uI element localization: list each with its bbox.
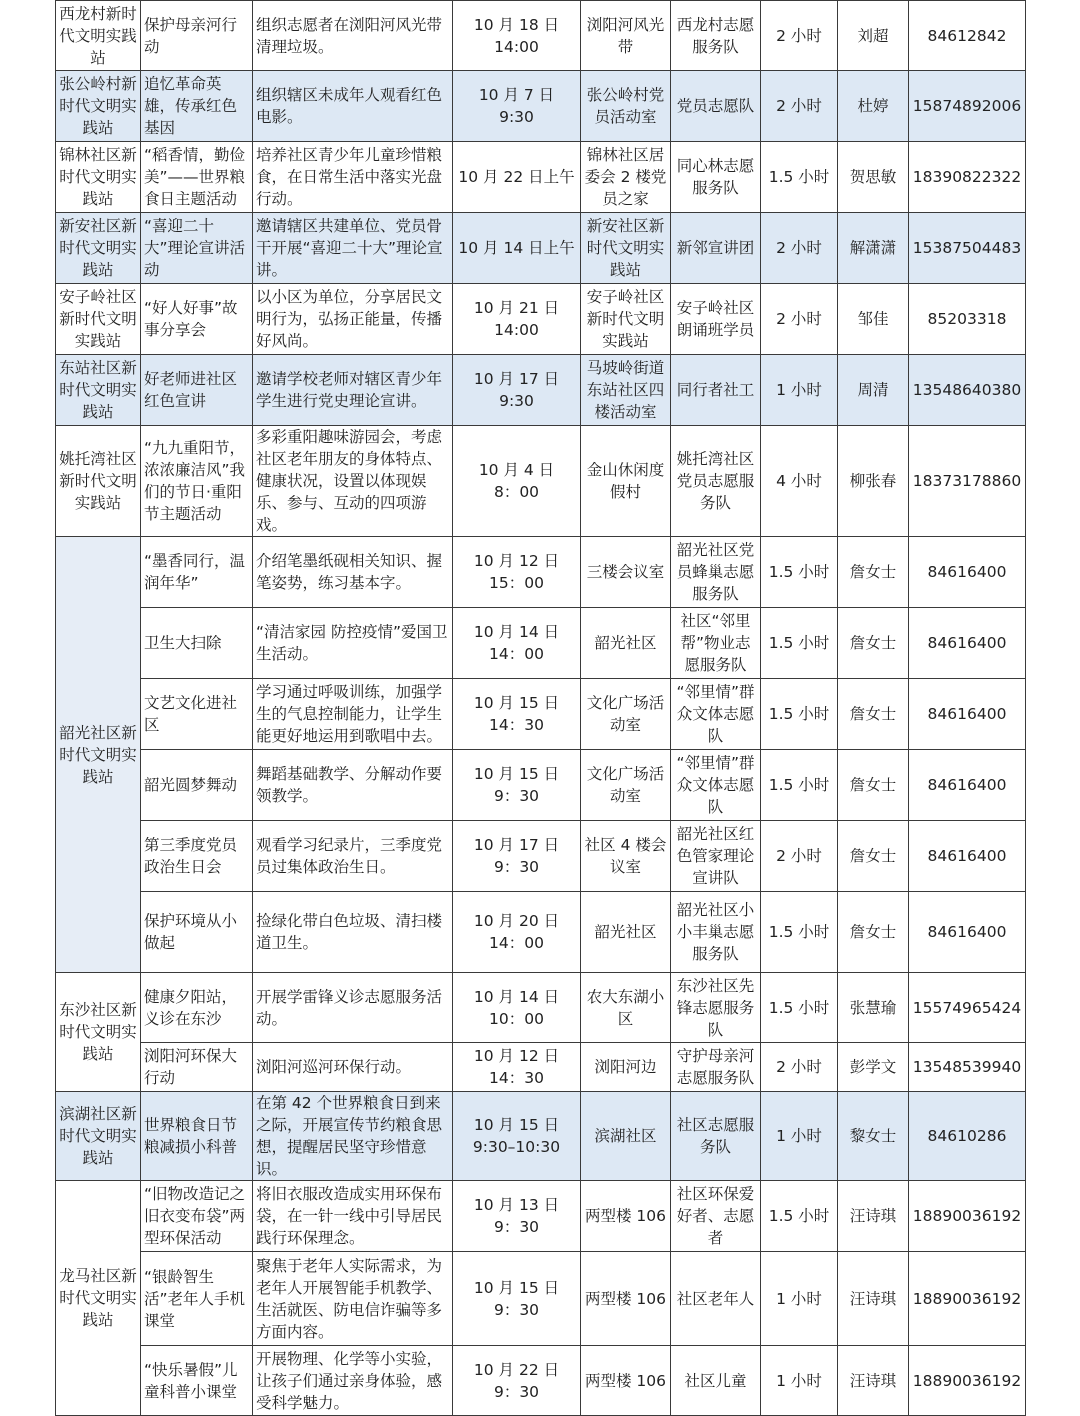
- time-cell: 10 月 14 日 14：00: [453, 608, 581, 679]
- time-cell: 10 月 7 日 9:30: [453, 71, 581, 142]
- duration-cell: 4 小时: [761, 426, 838, 537]
- phone-cell: 15874892006: [909, 71, 1026, 142]
- duration-cell: 1.5 小时: [761, 679, 838, 750]
- station-cell: 张公岭村新时代文明实践站: [56, 71, 141, 142]
- team-cell: 西龙村志愿服务队: [671, 1, 761, 71]
- phone-cell: 18890036192: [909, 1252, 1026, 1346]
- team-cell: 东沙社区先锋志愿服务队: [671, 973, 761, 1043]
- table-row: [56, 284, 1026, 355]
- phone-cell: 13548539940: [909, 1043, 1026, 1092]
- contact-cell: 刘超: [838, 1, 909, 71]
- time-cell: 10 月 21 日 14:00: [453, 284, 581, 355]
- place-cell: 社区 4 楼会议室: [581, 821, 671, 892]
- team-cell: “邻里情”群众文体志愿队: [671, 679, 761, 750]
- phone-cell: 18373178860: [909, 426, 1026, 537]
- phone-cell: 84616400: [909, 608, 1026, 679]
- team-cell: “邻里情”群众文体志愿队: [671, 750, 761, 821]
- phone-cell: 18890036192: [909, 1181, 1026, 1252]
- activity-cell: “好人好事”故事分享会: [141, 284, 253, 355]
- team-cell: 社区老年人: [671, 1252, 761, 1346]
- content-cell: “清洁家园 防控疫情”爱国卫生活动。: [253, 608, 453, 679]
- content-cell: 介绍笔墨纸砚相关知识、握笔姿势，练习基本字。: [253, 537, 453, 608]
- phone-cell: 84616400: [909, 750, 1026, 821]
- duration-cell: 1.5 小时: [761, 537, 838, 608]
- duration-cell: 1.5 小时: [761, 608, 838, 679]
- time-cell: 10 月 15 日 9:30–10:30: [453, 1092, 581, 1181]
- phone-cell: 84610286: [909, 1092, 1026, 1181]
- table-row: [56, 1346, 1026, 1416]
- activity-cell: “墨香同行，温润年华”: [141, 537, 253, 608]
- contact-cell: 詹女士: [838, 892, 909, 973]
- duration-cell: 1.5 小时: [761, 142, 838, 213]
- activity-cell: “旧物改造记之旧衣变布袋”两型环保活动: [141, 1181, 253, 1252]
- content-cell: 邀请辖区共建单位、党员骨干开展“喜迎二十大”理论宣讲。: [253, 213, 453, 284]
- place-cell: 农大东湖小区: [581, 973, 671, 1043]
- place-cell: 张公岭村党员活动室: [581, 71, 671, 142]
- contact-cell: 詹女士: [838, 821, 909, 892]
- station-cell: 锦林社区新时代文明实践站: [56, 142, 141, 213]
- content-cell: 聚焦于老年人实际需求，为老年人开展智能手机教学、生活就医、防电信诈骗等多方面内容。: [253, 1252, 453, 1346]
- place-cell: 浏阳河边: [581, 1043, 671, 1092]
- team-cell: 社区儿童: [671, 1346, 761, 1416]
- content-cell: 捡绿化带白色垃圾、清扫楼道卫生。: [253, 892, 453, 973]
- table-row: [56, 1181, 1026, 1252]
- place-cell: 新安社区新时代文明实践站: [581, 213, 671, 284]
- content-cell: 学习通过呼吸训练，加强学生的气息控制能力，让学生能更好地运用到歌唱中去。: [253, 679, 453, 750]
- phone-cell: 85203318: [909, 284, 1026, 355]
- place-cell: 金山休闲度假村: [581, 426, 671, 537]
- duration-cell: 1 小时: [761, 1092, 838, 1181]
- content-cell: 多彩重阳趣味游园会，考虑社区老年朋友的身体特点、健康状况，设置以体现娱乐、参与、互动的四项游戏。: [253, 426, 453, 537]
- phone-cell: 84612842: [909, 1, 1026, 71]
- table-row: [56, 750, 1026, 821]
- phone-cell: 18390822322: [909, 142, 1026, 213]
- time-cell: 10 月 13 日 9：30: [453, 1181, 581, 1252]
- content-cell: 浏阳河巡河环保行动。: [253, 1043, 453, 1092]
- activity-cell: “快乐暑假”儿童科普小课堂: [141, 1346, 253, 1416]
- contact-cell: 解潇潇: [838, 213, 909, 284]
- table-row: [56, 679, 1026, 750]
- duration-cell: 2 小时: [761, 284, 838, 355]
- place-cell: 韶光社区: [581, 892, 671, 973]
- time-cell: 10 月 20 日 14：00: [453, 892, 581, 973]
- time-cell: 10 月 14 日 10：00: [453, 973, 581, 1043]
- activity-cell: 保护母亲河行动: [141, 1, 253, 71]
- phone-cell: 15387504483: [909, 213, 1026, 284]
- place-cell: 文化广场活动室: [581, 750, 671, 821]
- station-cell: 东站社区新时代文明实践站: [56, 355, 141, 426]
- table-row: [56, 973, 1026, 1043]
- team-cell: 同心林志愿服务队: [671, 142, 761, 213]
- place-cell: 两型楼 106: [581, 1252, 671, 1346]
- table-row: [56, 1092, 1026, 1181]
- activity-cell: 好老师进社区红色宣讲: [141, 355, 253, 426]
- duration-cell: 1.5 小时: [761, 973, 838, 1043]
- team-cell: 社区“邻里帮”物业志愿服务队: [671, 608, 761, 679]
- contact-cell: 詹女士: [838, 750, 909, 821]
- contact-cell: 汪诗琪: [838, 1346, 909, 1416]
- place-cell: 滨湖社区: [581, 1092, 671, 1181]
- contact-cell: 汪诗琪: [838, 1181, 909, 1252]
- content-cell: 培养社区青少年儿童珍惜粮食，在日常生活中落实光盘行动。: [253, 142, 453, 213]
- time-cell: 10 月 22 日 9：30: [453, 1346, 581, 1416]
- table-row: [56, 1252, 1026, 1346]
- content-cell: 组织辖区未成年人观看红色电影。: [253, 71, 453, 142]
- station-cell: 龙马社区新时代文明实践站: [56, 1181, 141, 1416]
- table-row: [56, 821, 1026, 892]
- place-cell: 安子岭社区新时代文明实践站: [581, 284, 671, 355]
- duration-cell: 1.5 小时: [761, 1181, 838, 1252]
- duration-cell: 1 小时: [761, 355, 838, 426]
- phone-cell: 84616400: [909, 892, 1026, 973]
- table-row: [56, 608, 1026, 679]
- table-row: [56, 537, 1026, 608]
- station-cell: 韶光社区新时代文明实践站: [56, 537, 141, 973]
- duration-cell: 2 小时: [761, 213, 838, 284]
- team-cell: 党员志愿队: [671, 71, 761, 142]
- station-cell: 姚托湾社区新时代文明实践站: [56, 426, 141, 537]
- place-cell: 两型楼 106: [581, 1181, 671, 1252]
- contact-cell: 彭学文: [838, 1043, 909, 1092]
- table-row: [56, 355, 1026, 426]
- contact-cell: 邹佳: [838, 284, 909, 355]
- content-cell: 将旧衣服改造成实用环保布袋，在一针一线中引导居民践行环保理念。: [253, 1181, 453, 1252]
- contact-cell: 张慧瑜: [838, 973, 909, 1043]
- time-cell: 10 月 14 日上午: [453, 213, 581, 284]
- contact-cell: 柳张春: [838, 426, 909, 537]
- activity-cell: 卫生大扫除: [141, 608, 253, 679]
- activity-cell: “九九重阳节，浓浓廉洁风”我们的节日·重阳节主题活动: [141, 426, 253, 537]
- time-cell: 10 月 15 日 14：30: [453, 679, 581, 750]
- time-cell: 10 月 4 日 8：00: [453, 426, 581, 537]
- station-cell: 安子岭社区新时代文明实践站: [56, 284, 141, 355]
- time-cell: 10 月 12 日 15：00: [453, 537, 581, 608]
- place-cell: 马坡岭街道东站社区四楼活动室: [581, 355, 671, 426]
- phone-cell: 13548640380: [909, 355, 1026, 426]
- content-cell: 开展物理、化学等小实验，让孩子们通过亲身体验，感受科学魅力。: [253, 1346, 453, 1416]
- duration-cell: 1 小时: [761, 1252, 838, 1346]
- station-cell: 西龙村新时代文明实践站: [56, 1, 141, 71]
- team-cell: 守护母亲河志愿服务队: [671, 1043, 761, 1092]
- team-cell: 社区环保爱好者、志愿者: [671, 1181, 761, 1252]
- phone-cell: 18890036192: [909, 1346, 1026, 1416]
- place-cell: 文化广场活动室: [581, 679, 671, 750]
- content-cell: 舞蹈基础教学、分解动作要领教学。: [253, 750, 453, 821]
- content-cell: 开展学雷锋义诊志愿服务活动。: [253, 973, 453, 1043]
- activity-cell: “稻香情，勤俭美”——世界粮食日主题活动: [141, 142, 253, 213]
- contact-cell: 詹女士: [838, 608, 909, 679]
- place-cell: 三楼会议室: [581, 537, 671, 608]
- place-cell: 浏阳河风光带: [581, 1, 671, 71]
- team-cell: 韶光社区小小丰巢志愿服务队: [671, 892, 761, 973]
- activity-cell: 第三季度党员政治生日会: [141, 821, 253, 892]
- team-cell: 韶光社区党员蜂巢志愿服务队: [671, 537, 761, 608]
- time-cell: 10 月 18 日 14:00: [453, 1, 581, 71]
- contact-cell: 汪诗琪: [838, 1252, 909, 1346]
- phone-cell: 15574965424: [909, 973, 1026, 1043]
- table-row: [56, 213, 1026, 284]
- team-cell: 韶光社区红色管家理论宣讲队: [671, 821, 761, 892]
- duration-cell: 1.5 小时: [761, 750, 838, 821]
- table-row: [56, 71, 1026, 142]
- team-cell: 同行者社工: [671, 355, 761, 426]
- station-cell: 新安社区新时代文明实践站: [56, 213, 141, 284]
- time-cell: 10 月 17 日 9：30: [453, 821, 581, 892]
- place-cell: 两型楼 106: [581, 1346, 671, 1416]
- content-cell: 观看学习纪录片，三季度党员过集体政治生日。: [253, 821, 453, 892]
- duration-cell: 1 小时: [761, 1346, 838, 1416]
- table-row: [56, 1, 1026, 71]
- table-body: [56, 1, 1026, 1416]
- station-cell: 东沙社区新时代文明实践站: [56, 973, 141, 1092]
- phone-cell: 84616400: [909, 537, 1026, 608]
- duration-cell: 2 小时: [761, 1043, 838, 1092]
- contact-cell: 詹女士: [838, 679, 909, 750]
- activity-cell: 保护环境从小做起: [141, 892, 253, 973]
- contact-cell: 黎女士: [838, 1092, 909, 1181]
- team-cell: 姚托湾社区党员志愿服务队: [671, 426, 761, 537]
- table-row: [56, 892, 1026, 973]
- activity-cell: 浏阳河环保大行动: [141, 1043, 253, 1092]
- activity-cell: 文艺文化进社区: [141, 679, 253, 750]
- phone-cell: 84616400: [909, 679, 1026, 750]
- activity-schedule-table: [55, 0, 1026, 1416]
- contact-cell: 贺思敏: [838, 142, 909, 213]
- contact-cell: 詹女士: [838, 537, 909, 608]
- table-row: [56, 1043, 1026, 1092]
- team-cell: 社区志愿服务队: [671, 1092, 761, 1181]
- activity-cell: 健康夕阳站，义诊在东沙: [141, 973, 253, 1043]
- time-cell: 10 月 22 日上午: [453, 142, 581, 213]
- activity-cell: “喜迎二十大”理论宣讲活动: [141, 213, 253, 284]
- table-row: [56, 142, 1026, 213]
- activity-cell: “银龄智生活”老年人手机课堂: [141, 1252, 253, 1346]
- duration-cell: 2 小时: [761, 71, 838, 142]
- content-cell: 组织志愿者在浏阳河风光带清理垃圾。: [253, 1, 453, 71]
- contact-cell: 杜婷: [838, 71, 909, 142]
- time-cell: 10 月 15 日 9：30: [453, 1252, 581, 1346]
- team-cell: 新邻宣讲团: [671, 213, 761, 284]
- activity-cell: 韶光圆梦舞动: [141, 750, 253, 821]
- content-cell: 以小区为单位，分享居民文明行为，弘扬正能量，传播好风尚。: [253, 284, 453, 355]
- place-cell: 锦林社区居委会 2 楼党员之家: [581, 142, 671, 213]
- duration-cell: 2 小时: [761, 1, 838, 71]
- time-cell: 10 月 17 日 9:30: [453, 355, 581, 426]
- station-cell: 滨湖社区新时代文明实践站: [56, 1092, 141, 1181]
- content-cell: 邀请学校老师对辖区青少年学生进行党史理论宣讲。: [253, 355, 453, 426]
- duration-cell: 2 小时: [761, 821, 838, 892]
- time-cell: 10 月 12 日 14：30: [453, 1043, 581, 1092]
- duration-cell: 1.5 小时: [761, 892, 838, 973]
- time-cell: 10 月 15 日 9：30: [453, 750, 581, 821]
- phone-cell: 84616400: [909, 821, 1026, 892]
- contact-cell: 周清: [838, 355, 909, 426]
- team-cell: 安子岭社区朗诵班学员: [671, 284, 761, 355]
- table-row: [56, 426, 1026, 537]
- content-cell: 在第 42 个世界粮食日到来之际，开展宣传节约粮食思想，提醒居民坚守珍惜意识。: [253, 1092, 453, 1181]
- activity-cell: 世界粮食日节粮减损小科普: [141, 1092, 253, 1181]
- place-cell: 韶光社区: [581, 608, 671, 679]
- activity-cell: 追忆革命英雄，传承红色基因: [141, 71, 253, 142]
